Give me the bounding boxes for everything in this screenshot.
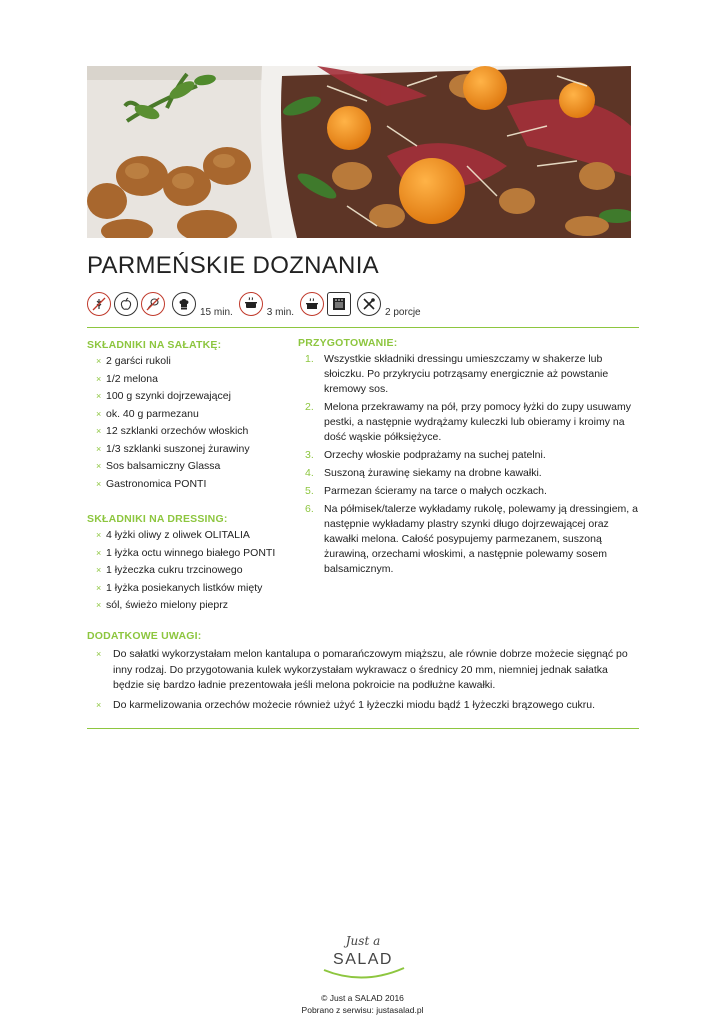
stove-icon: [300, 292, 324, 316]
copyright: © Just a SALAD 2016: [321, 993, 404, 1003]
notes-list: [87, 647, 639, 717]
recipe-meta: [87, 288, 427, 316]
list-item: × 2 garści rukoli: [96, 355, 171, 367]
bottom-divider: [87, 728, 639, 729]
salad-ingredients-list: [87, 353, 250, 493]
cook-time: 3 min.: [266, 307, 295, 318]
utensils-icon: [357, 292, 381, 316]
gluten-free-icon: [87, 292, 111, 316]
salad-ingredients-title: SKŁADNIKI NA SAŁATKĘ:: [87, 339, 222, 351]
list-item: × 1 łyżka posiekanych listków mięty: [96, 581, 263, 594]
pot-icon: [239, 292, 263, 316]
logo-small-text: Just a: [345, 934, 381, 948]
chef-hat-icon: [172, 292, 196, 316]
list-item: × 1 łyżka octu winnego białego PONTI: [96, 546, 276, 559]
preparation-title: PRZYGOTOWANIE:: [298, 337, 398, 349]
step-item: 6. Na półmisek/talerze wykładamy rukolę, polewamy ją dressingiem, a następnie wykładamy plastry szynki długo dojrzewającej oraz kawałki melona. Całość posypujemy parmezanem, suszoną żurawiną, orzechami włoskimi, a następnie polewamy sosem balsamicznym.: [305, 503, 638, 575]
step-item: 2. Melona przekrawamy na pół, przy pomocy łyżki do zupy usuwamy pestki, a następnie wydrążamy kuleczki lub obieramy i kroimy na dość wąskie półksiężyce.: [305, 401, 631, 443]
prep-time: 15 min.: [200, 307, 233, 318]
list-item: × 1/3 szklanki suszonej żurawiny: [96, 442, 250, 455]
list-item: × Do sałatki wykorzystałam melon kantalupa o pomarańczowym miąższu, ale równie dobrze możecie sięgnąć po inny rodzaj. Do przygotowania kulek wykorzystałam wykrawacz o średnicy 20 mm, niemniej jednak sałatka będzie się bardzo ładnie prezentowała jeśli melona pokroicie na podłużne kawałki.: [96, 648, 628, 691]
logo-big-text: SALAD: [333, 951, 393, 968]
preparation-steps: [298, 352, 638, 580]
source-link[interactable]: Pobrano z serwisu: justasalad.pl: [301, 1005, 424, 1015]
notes-title: DODATKOWE UWAGI:: [87, 630, 202, 642]
list-item: × ok. 40 g parmezanu: [96, 407, 199, 420]
no-meat-icon: [141, 292, 165, 316]
list-item: × 1/2 melona: [96, 372, 158, 385]
list-item: × Sos balsamiczny Glassa: [96, 460, 221, 472]
list-item: × 12 szklanki orzechów włoskich: [96, 425, 249, 437]
oven-icon: [327, 292, 351, 316]
logo-swoosh-icon: [318, 966, 408, 982]
list-item: × 1 łyżeczka cukru trzcinowego: [96, 564, 243, 576]
step-item: 3. Orzechy włoskie podprażamy na suchej patelni.: [305, 449, 546, 461]
step-item: 1. Wszystkie składniki dressingu umieszczamy w shakerze lub słoiczku. Po przykryciu potrząsamy energicznie aż powstanie kremowy sos.: [305, 353, 609, 395]
list-item: × Gastronomica PONTI: [96, 477, 207, 490]
recipe-title: PARMEŃSKIE DOZNANIA: [87, 252, 379, 279]
vegetarian-icon: [114, 292, 138, 316]
just-a-salad-logo: [318, 932, 408, 984]
servings: 2 porcje: [385, 307, 421, 318]
list-item: × 4 łyżki oliwy z oliwek OLITALIA: [96, 529, 250, 541]
list-item: × sól, świeżo mielony pieprz: [96, 599, 228, 611]
dressing-ingredients-list: [87, 527, 275, 615]
top-divider: [87, 327, 639, 328]
list-item: × 100 g szynki dojrzewającej: [96, 390, 231, 402]
step-item: 4. Suszoną żurawinę siekamy na drobne kawałki.: [305, 467, 542, 479]
list-item: × Do karmelizowania orzechów możecie również użyć 1 łyżeczki miodu bądź 1 łyżeczki brązowego cukru.: [96, 698, 596, 711]
hero-image: [87, 66, 631, 238]
step-item: 5. Parmezan ścieramy na tarce o małych oczkach.: [305, 485, 547, 497]
dressing-ingredients-title: SKŁADNIKI NA DRESSING:: [87, 513, 228, 525]
